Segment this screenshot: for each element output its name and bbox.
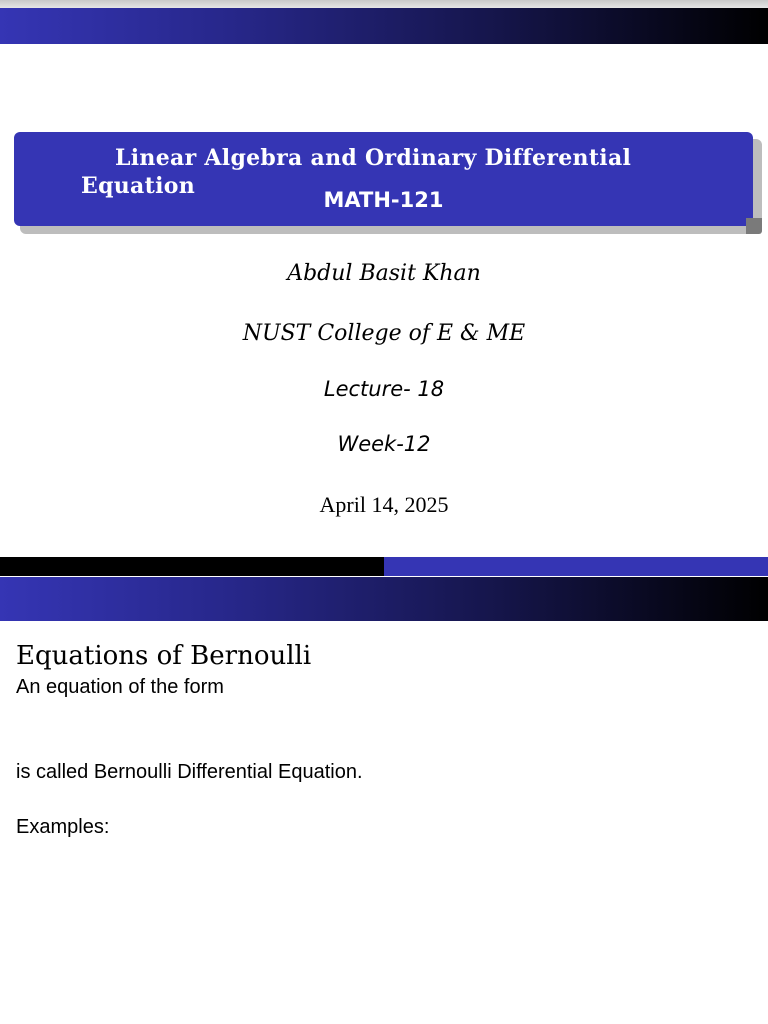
course-code: MATH-121	[323, 188, 444, 212]
slide2-header-bar	[0, 577, 768, 621]
institute-name: NUST College of E & ME	[242, 321, 526, 346]
slide1-header-bar	[0, 8, 768, 44]
author-name: Abdul Basit Khan	[287, 261, 481, 286]
slide2-intro-text: An equation of the form	[16, 676, 224, 698]
title-box-corner	[746, 218, 762, 234]
title-box	[14, 132, 753, 226]
week-number: Week-12	[337, 432, 431, 456]
slide1-footer-right	[384, 557, 768, 576]
presentation-title: Linear Algebra and Ordinary Differential Equation	[81, 145, 632, 199]
slide2-definition-text: is called Bernoulli Differential Equation.	[16, 761, 363, 783]
window-top-edge	[0, 0, 768, 8]
slide2-examples-label: Examples:	[16, 816, 110, 838]
presentation-date: April 14, 2025	[319, 492, 449, 517]
slide2-heading: Equations of Bernoulli	[16, 641, 312, 671]
lecture-number: Lecture- 18	[323, 377, 445, 401]
slide1-footer-left	[0, 557, 384, 576]
